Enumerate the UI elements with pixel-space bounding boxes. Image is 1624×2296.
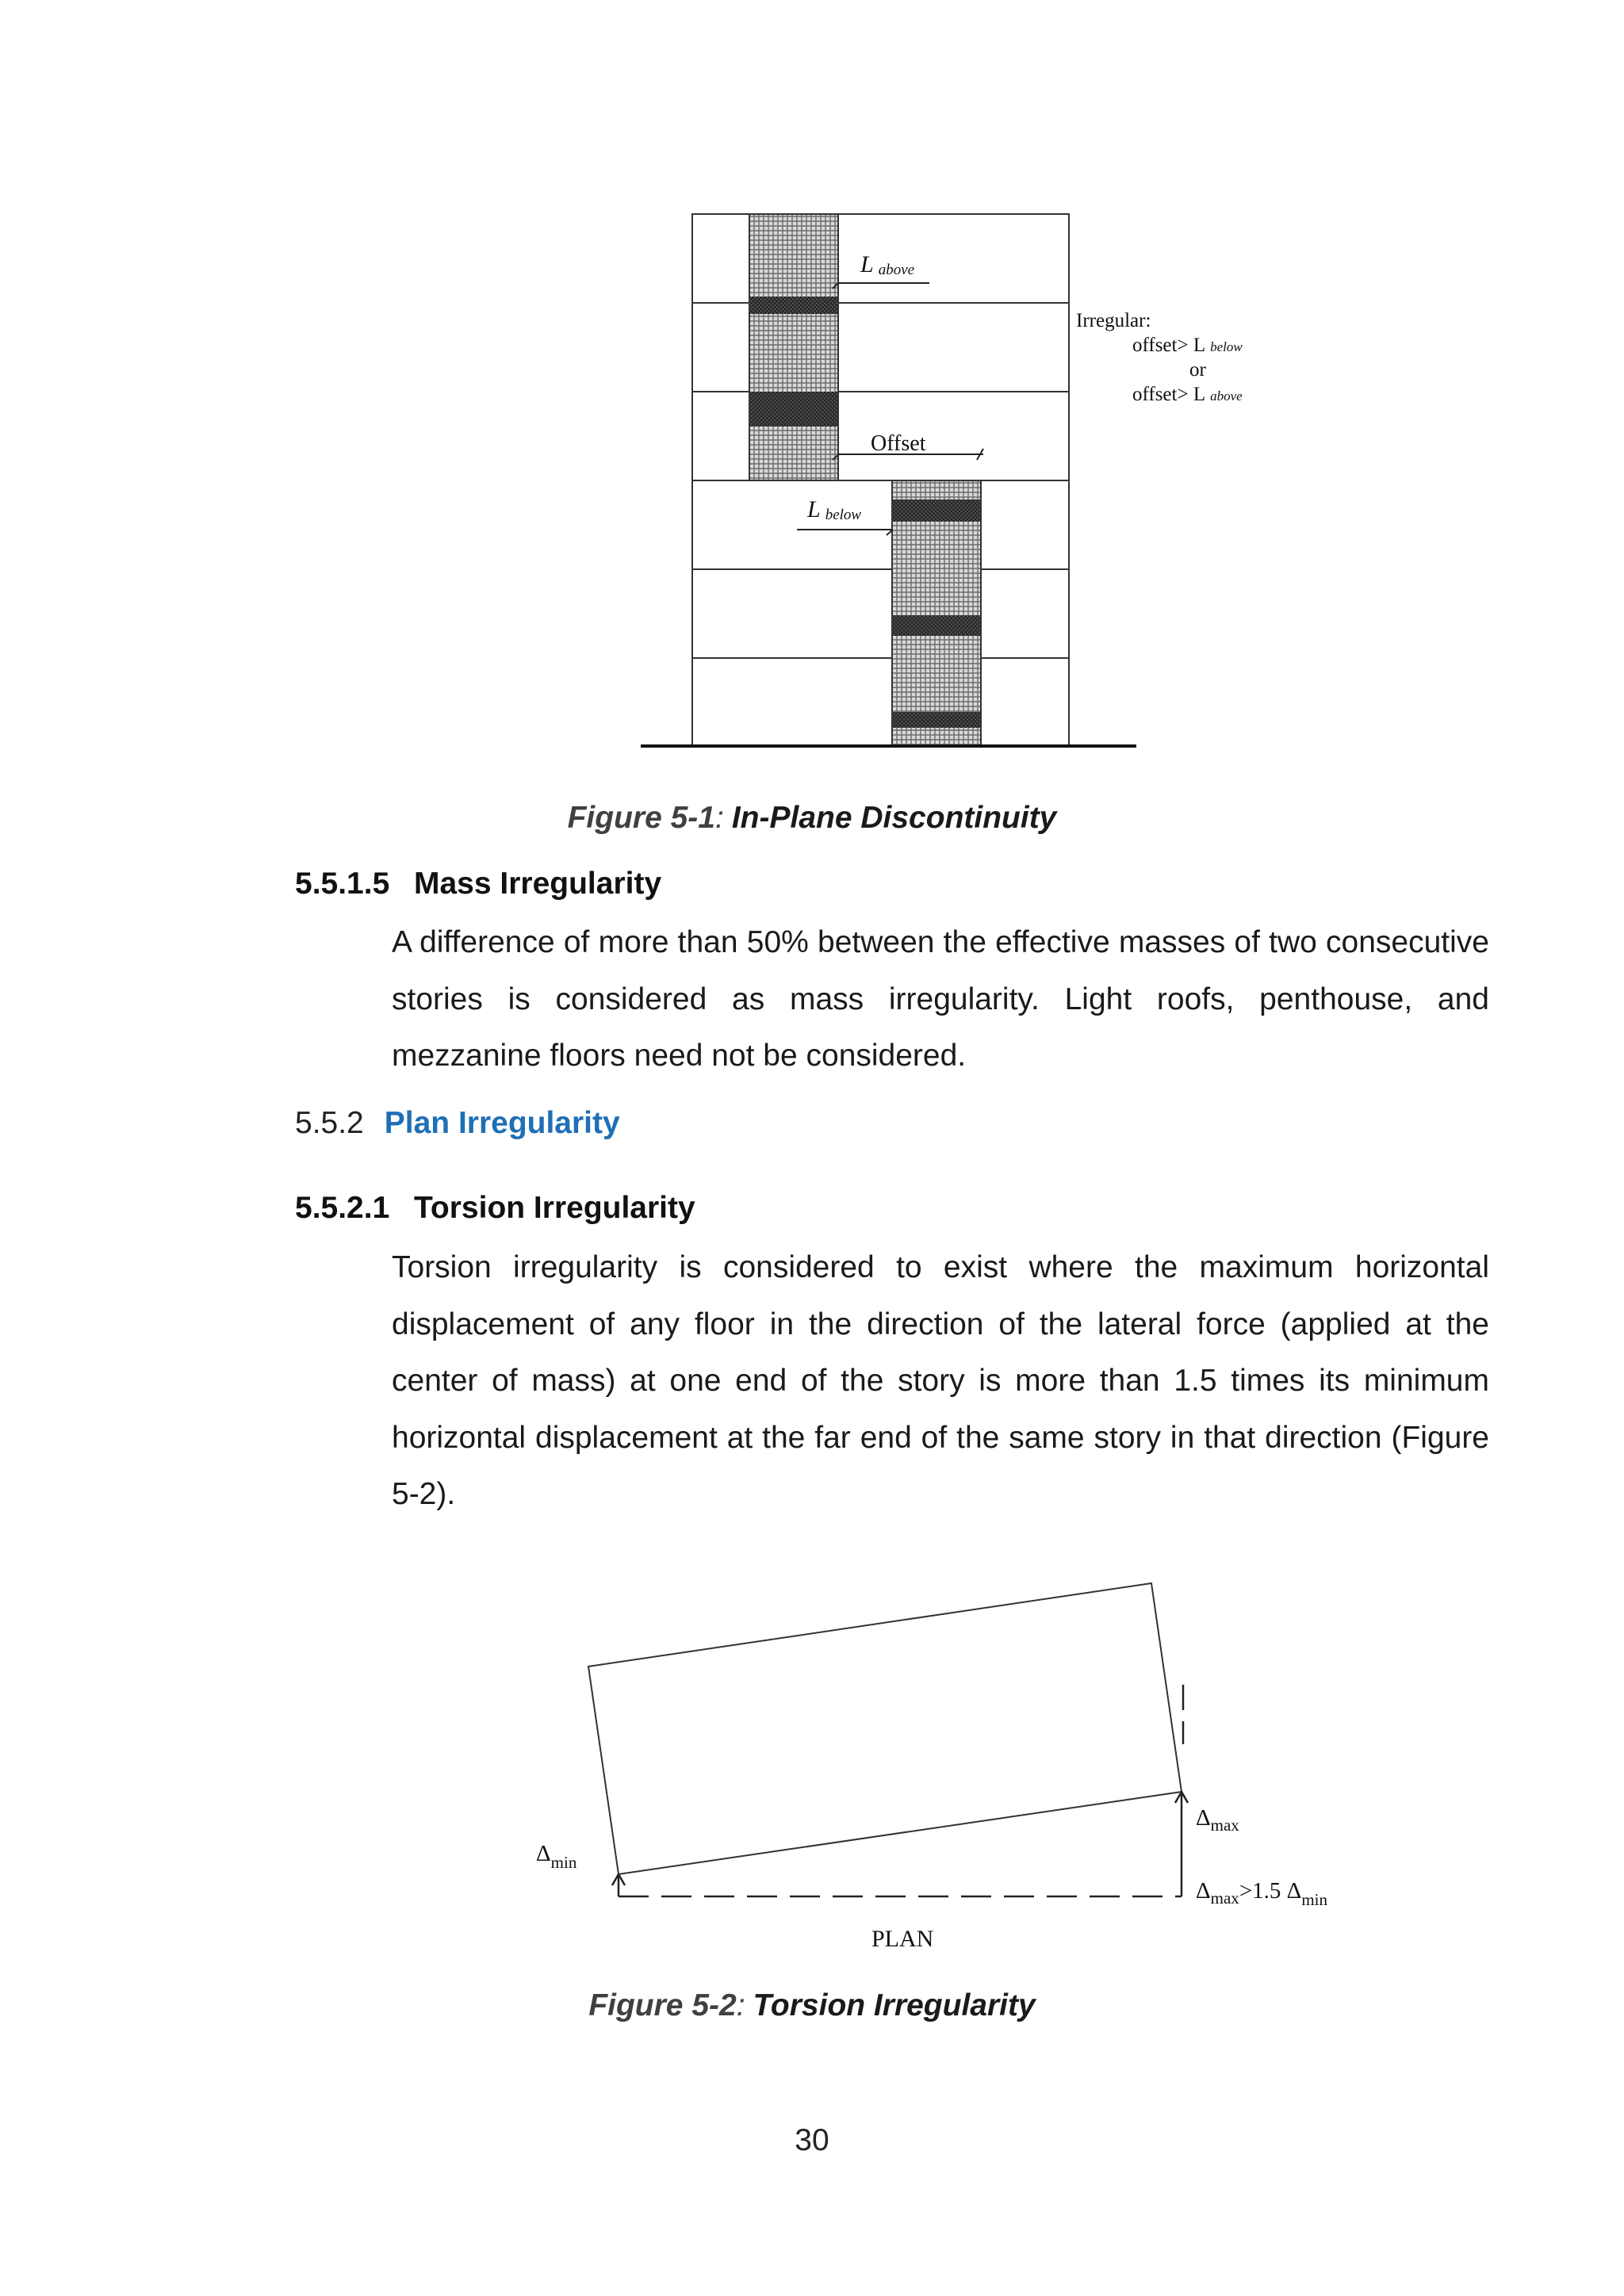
svg-text:offset> Labove: offset> L above — [1132, 384, 1243, 405]
svg-text:Δmax: $\Delta_{max}$ — [1196, 1805, 1239, 1835]
in-plane-discontinuity-figure — [0, 0, 1624, 761]
svg-text:Δmin: $\Delta_{min}$ — [536, 1841, 577, 1872]
heading-mass-irregularity — [295, 867, 661, 901]
plan-outline — [588, 1583, 1182, 1874]
lower-shear-wall — [892, 480, 981, 745]
svg-text:offset> Lbelow: offset> L below — [1132, 335, 1243, 356]
heading-title: Mass Irregularity — [414, 867, 662, 901]
torsion-irregularity-paragraph: Torsion irregularity is considered to exist where the maximum horizontal displacement of any floor in the direction of the lateral force (applied at the center of mass) at one end of the story is more than 1.5 times its minimum horizontal displacement at the far end of the same story in that direction (Figure 5-2). — [392, 1250, 1489, 1511]
label-delta-min — [536, 1841, 577, 1872]
subsection-number: 5.5.2 — [295, 1106, 364, 1140]
upper-shear-wall — [749, 214, 838, 480]
irregular-criteria-note — [1076, 310, 1243, 405]
label-l-above — [860, 251, 914, 278]
caption-figure-number: Figure 5-2 — [588, 1988, 737, 2022]
heading-number: 5.5.1.5 — [295, 867, 390, 901]
label-plan: PLAN — [871, 1926, 934, 1952]
label-torsion-criterion — [1196, 1878, 1327, 1909]
heading-plan-irregularity — [295, 1106, 620, 1141]
label-l-below — [806, 496, 861, 523]
svg-text:or: or — [1189, 359, 1206, 381]
caption-colon: : — [714, 801, 724, 835]
caption-colon: : — [736, 1988, 745, 2022]
caption-title: Torsion Irregularity — [753, 1988, 1036, 2022]
mass-irregularity-paragraph: A difference of more than 50% between the effective masses of two consecutive stories is considered as mass irregularity. Light roofs, penthouse, and mezzanine floors need not be considered. — [392, 925, 1489, 1073]
heading-number: 5.5.2.1 — [295, 1191, 390, 1225]
heading-title: Torsion Irregularity — [414, 1191, 695, 1225]
figure-5-2-caption — [0, 1988, 1624, 2023]
caption-figure-number: Figure 5-1 — [567, 801, 715, 835]
svg-text:Δmax>1.5 Δmin: $\Delta_{max}>1.5$ $\Delta_{min}$ — [1196, 1878, 1327, 1909]
heading-torsion-irregularity — [295, 1191, 695, 1226]
svg-text:Lbelow: Lbelow — [807, 496, 862, 523]
torsion-irregularity-figure — [0, 1554, 1624, 1966]
label-offset: Offset — [871, 431, 926, 456]
page-number: 30 — [795, 2123, 829, 2157]
figure-5-1-caption — [0, 801, 1624, 836]
subsection-title: Plan Irregularity — [384, 1106, 620, 1140]
svg-text:Labove: Labove — [860, 251, 915, 278]
caption-title: In-Plane Discontinuity — [731, 801, 1057, 835]
svg-text:Irregular:: Irregular: — [1076, 310, 1151, 331]
label-delta-max — [1196, 1805, 1239, 1835]
